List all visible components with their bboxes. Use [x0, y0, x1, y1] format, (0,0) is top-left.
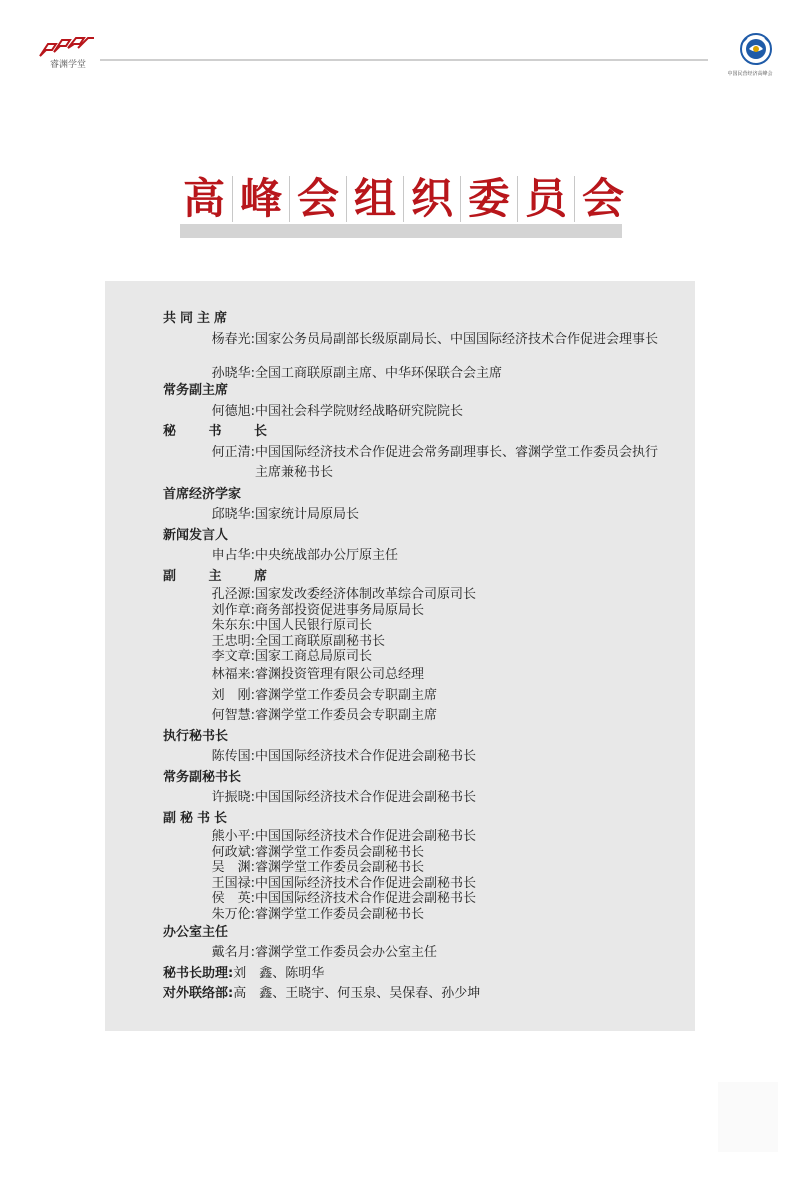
member-role: 国家工商总局原司长 [255, 649, 373, 665]
member-name: 孙晓华: [211, 365, 255, 381]
member-name: 许振晓: [211, 790, 255, 806]
section-heading: 首席经济学家 [163, 486, 242, 502]
member-role: 中国国际经济技术合作促进会副秘书长 [255, 891, 477, 907]
section-heading: 秘书长助理: [163, 965, 234, 981]
member-row [163, 603, 663, 619]
right-logo-caption: 中国民营经济高峰会 [727, 71, 773, 77]
title-char: 峰 [239, 174, 282, 223]
member-name: 朱万伦: [211, 907, 255, 923]
member-role: 睿渊学堂工作委员会副秘书长 [255, 907, 425, 923]
section-heading: 办公室主任 [163, 924, 229, 940]
member-row [163, 860, 663, 876]
member-role: 国家公务员局副部长级原副局长、中国国际经济技术合作促进会理事长 [255, 331, 659, 347]
member-row [163, 546, 663, 567]
section-heading: 常务副主席 [163, 383, 229, 399]
member-name: 林福来: [211, 667, 255, 683]
member-name: 熊小平: [211, 829, 255, 845]
title-char: 高 [182, 174, 225, 223]
title-char: 员 [524, 174, 567, 223]
member-role: 睿渊学堂工作委员会专职副主席 [255, 708, 438, 724]
member-row [163, 505, 663, 526]
member-row [163, 402, 663, 423]
title-char: 组 [353, 174, 396, 223]
member-name: 邱晓华: [211, 507, 255, 523]
member-role: 中国国际经济技术合作促进会副秘书长 [255, 829, 477, 845]
member-name: 何正清: [211, 444, 255, 460]
summit-emblem [722, 32, 778, 82]
member-role: 中国国际经济技术合作促进会副秘书长 [255, 749, 477, 765]
member-name: 侯 英: [211, 891, 255, 907]
member-name: 何德旭: [211, 403, 255, 419]
member-role: 睿渊投资管理有限公司总经理 [255, 667, 425, 683]
member-row [163, 747, 663, 768]
section-heading: 副 主 席 [163, 568, 282, 584]
member-names: 高 鑫、王晓宇、何玉泉、吴保春、孙少坤 [233, 986, 481, 1002]
ruiyuan-logo [38, 36, 96, 72]
member-role: 中央统战部办公厅原主任 [255, 548, 399, 564]
member-role: 中国国际经济技术合作促进会常务副理事长、睿渊学堂工作委员会执行主席兼秘书长 [255, 444, 659, 481]
member-name: 刘 刚: [211, 687, 255, 703]
section-heading: 新闻发言人 [163, 527, 229, 543]
member-row [163, 876, 663, 892]
member-name: 王忠明: [211, 633, 255, 649]
title-char: 会 [296, 174, 339, 223]
section-heading: 副秘书长 [163, 810, 232, 826]
member-role: 国家发改委经济体制改革综合司原司长 [255, 587, 477, 603]
corner-fade [718, 1082, 778, 1152]
member-row [163, 686, 663, 707]
title-char: 委 [467, 174, 510, 223]
member-role: 睿渊学堂工作委员会副秘书长 [255, 860, 425, 876]
member-name: 吴 渊: [211, 860, 255, 876]
member-role: 全国工商联原副秘书长 [255, 633, 386, 649]
member-name: 杨春光: [211, 331, 255, 347]
member-role: 睿渊学堂工作委员会副秘书长 [255, 844, 425, 860]
member-row [163, 618, 663, 634]
member-name: 朱东东: [211, 618, 255, 634]
member-row [163, 665, 663, 686]
member-row [163, 634, 663, 650]
section-heading: 对外联络部: [163, 986, 234, 1002]
member-row [163, 943, 663, 964]
member-name: 何政斌: [211, 844, 255, 860]
member-row [163, 587, 663, 603]
member-row [163, 788, 663, 809]
section-heading: 常务副秘书长 [163, 769, 242, 785]
member-row [163, 706, 663, 727]
member-role: 中国国际经济技术合作促进会副秘书长 [255, 790, 477, 806]
member-row [163, 443, 663, 485]
member-row [163, 366, 663, 382]
member-name: 申占华: [211, 548, 255, 564]
member-row [163, 649, 663, 665]
member-row [163, 891, 663, 907]
section-heading: 共同主席 [163, 311, 232, 326]
title-char: 织 [410, 174, 453, 223]
header-rule [100, 59, 708, 61]
member-row [163, 907, 663, 923]
member-role: 全国工商联原副主席、中华环保联合会主席 [255, 365, 503, 381]
member-name: 刘作章: [211, 602, 255, 618]
member-name: 孔泾源: [211, 587, 255, 603]
member-names: 刘 鑫、陈明华 [233, 965, 325, 981]
member-name: 李文章: [211, 649, 255, 665]
member-role: 中国人民银行原司长 [255, 618, 373, 634]
left-logo-text: 睿渊学堂 [50, 60, 87, 70]
member-name: 陈传国: [211, 749, 255, 765]
section-heading: 秘 书 长 [163, 424, 282, 440]
member-name: 戴名月: [211, 945, 255, 961]
member-row [163, 829, 663, 845]
member-name: 何智慧: [211, 708, 255, 724]
committee-list [163, 309, 663, 1005]
page-title [176, 174, 622, 242]
member-role: 商务部投资促进事务局原局长 [255, 602, 425, 618]
member-role: 睿渊学堂工作委员会专职副主席 [255, 687, 438, 703]
sg-assistant-row [163, 964, 663, 985]
title-underline-bar [180, 224, 622, 238]
member-role: 中国社会科学院财经战略研究院院长 [255, 403, 464, 419]
member-row [163, 330, 663, 366]
liaison-row [163, 984, 663, 1005]
member-role: 睿渊学堂工作委员会办公室主任 [255, 945, 438, 961]
title-char: 会 [581, 174, 624, 223]
member-row [163, 845, 663, 861]
section-heading: 执行秘书长 [163, 728, 229, 744]
member-role: 中国国际经济技术合作促进会副秘书长 [255, 875, 477, 891]
committee-panel [105, 281, 695, 1031]
member-role: 国家统计局原局长 [255, 507, 360, 523]
member-name: 王国禄: [211, 875, 255, 891]
